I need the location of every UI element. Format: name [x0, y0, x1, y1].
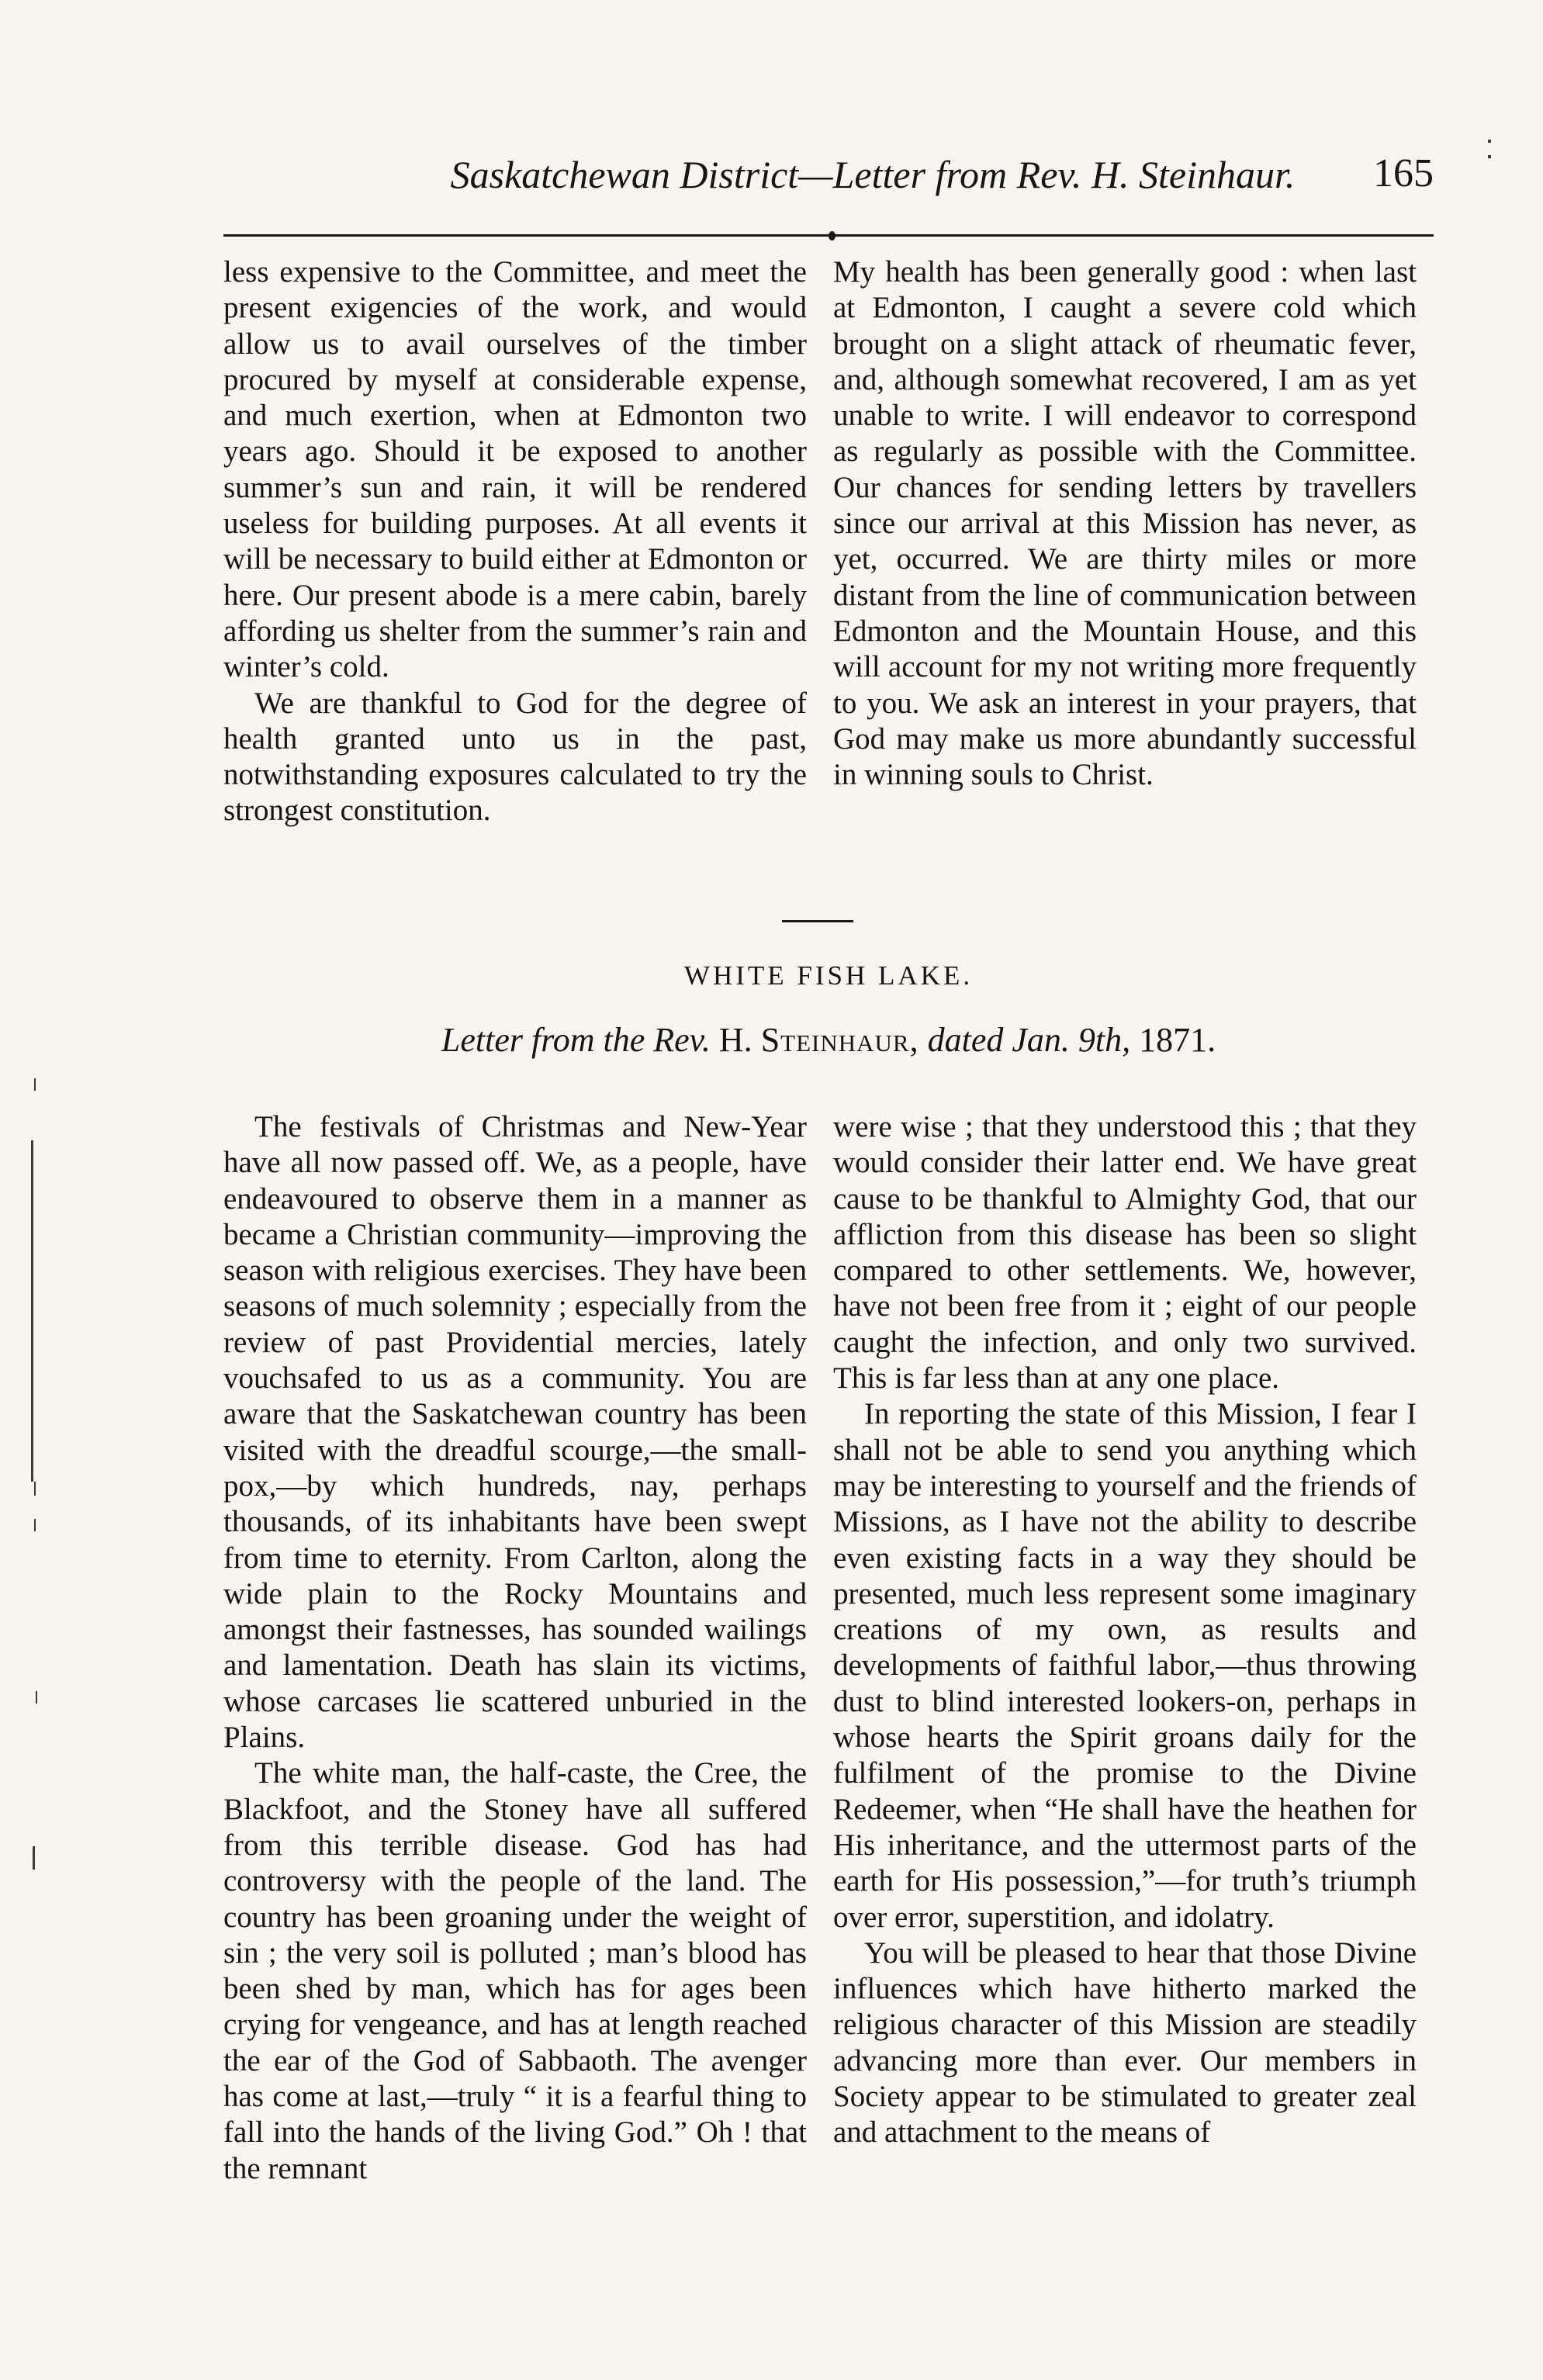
- margin-mark: [31, 1140, 33, 1482]
- margin-mark: [1488, 155, 1491, 158]
- text-column-top-right: [833, 254, 1417, 793]
- dateline-name: Steinhaur,: [760, 1021, 919, 1059]
- margin-mark: [33, 1846, 35, 1870]
- paragraph: The festivals of Christmas and New-Year have all now passed off. We, as a people, have endeavoured to observe them in a manner as became a Christian community—improving the season with religious exercises. They have been seasons of much solemnity ; especially from the review of past Providential mercies, lately vouchsafed to us as a community. You are aware that the Saskatchewan country has been visited with the dreadful scourge,—the small-pox,—by which hundreds, nay, perhaps thousands, of its inhabitants have been swept from time to eternity. From Carlton, along the wide plain to the Rocky Mountains and amongst their fastnesses, has sounded wailings and lamentation. Death has slain its victims, whose carcases lie scattered unburied in the Plains.: [223, 1110, 807, 1755]
- dateline-date: dated Jan. 9th,: [927, 1021, 1131, 1059]
- text-column-bottom-right: [833, 1109, 1417, 2151]
- paragraph: The white man, the half-caste, the Cree, the Blackfoot, and the Stoney have all suffered from this terrible disease. God has had controversy with the people of the land. The country has been groaning under the weight of sin ; the very soil is polluted ; man’s blood has been shed by man, which has for ages been crying for vengeance, and has at length reached the ear of the God of Sabbaoth. The avenger has come at last,—truly “ it is a fearful thing to fall into the hands of the living God.” Oh ! that the remnant: [223, 1756, 807, 2185]
- margin-mark: [34, 1482, 36, 1496]
- letter-dateline: [223, 1020, 1434, 1060]
- section-title: WHITE FISH LAKE.: [683, 960, 974, 991]
- paragraph: You will be pleased to hear that those Divine influences which have hitherto marked the religious character of this Mission are steadily advancing more than ever. Our members in Society appear to be stimulated to greater zeal and attachment to the means of: [833, 1935, 1417, 2150]
- section-divider: [782, 920, 853, 922]
- header-rule-ornament: [829, 231, 836, 240]
- dateline-prefix: Letter from the Rev.: [441, 1021, 711, 1059]
- text-column-bottom-left: [223, 1109, 807, 2187]
- paragraph: less expensive to the Committee, and meet the present exigencies of the work, and would allow us to avail ourselves of the timber procured by myself at considerable expense, and much exertion, when at Edmonton two years ago. Should it be exposed to another summer’s sun and rain, it will be rendered useless for building purposes. At all events it will be necessary to build either at Edmonton or here. Our present abode is a mere cabin, barely affording us shelter from the summer’s rain and winter’s cold.: [223, 255, 807, 684]
- margin-mark: [1488, 140, 1491, 143]
- paragraph: My health has been generally good : when last at Edmonton, I caught a severe cold which brought on a slight attack of rheumatic fever, and, although somewhat recovered, I am as yet unable to write. I will endeavor to correspond as regularly as possible with the Committee. Our chances for sending letters by travellers since our arrival at this Mission has never, as yet, occurred. We are thirty miles or more distant from the line of communication between Edmonton and the Mountain House, and this will account for my not writing more frequently to you. We ask an interest in your prayers, that God may make us more abundantly successful in winning souls to Christ.: [833, 255, 1417, 792]
- margin-mark: [36, 1691, 37, 1704]
- margin-mark: [34, 1078, 36, 1091]
- running-head: Saskatchewan District—Letter from Rev. H. Steinhaur.: [450, 153, 1296, 196]
- paragraph: We are thankful to God for the degree of health granted unto us in the past, notwithstanding exposures calculated to try the strongest constitution.: [223, 686, 807, 828]
- margin-mark: [34, 1519, 36, 1531]
- paragraph: In reporting the state of this Mission, I fear I shall not be able to send you anything which may be interesting to yourself and the friends of Missions, as I have not the ability to describe even existing facts in a way they should be presented, much less represent some imaginary creations of my own, as results and developments of faithful labor,—thus throwing dust to blind interested lookers-on, perhaps in whose hearts the Spirit groans daily for the fulfilment of the promise to the Divine Redeemer, when “He shall have the heathen for His inheritance, and the uttermost parts of the earth for His possession,”—for truth’s triumph over error, superstition, and idolatry.: [833, 1397, 1417, 1934]
- dateline-initial: H.: [718, 1021, 752, 1059]
- paragraph: were wise ; that they understood this ; that they would consider their latter end. We have great cause to be thankful to Almighty God, that our affliction from this disease has been so slight compared to other settlements. We, however, have not been free from it ; eight of our people caught the infection, and only two survived. This is far less than at any one place.: [833, 1110, 1417, 1396]
- text-column-top-left: [223, 254, 807, 829]
- dateline-year: 1871.: [1139, 1021, 1216, 1059]
- page-number: 165: [1373, 151, 1434, 195]
